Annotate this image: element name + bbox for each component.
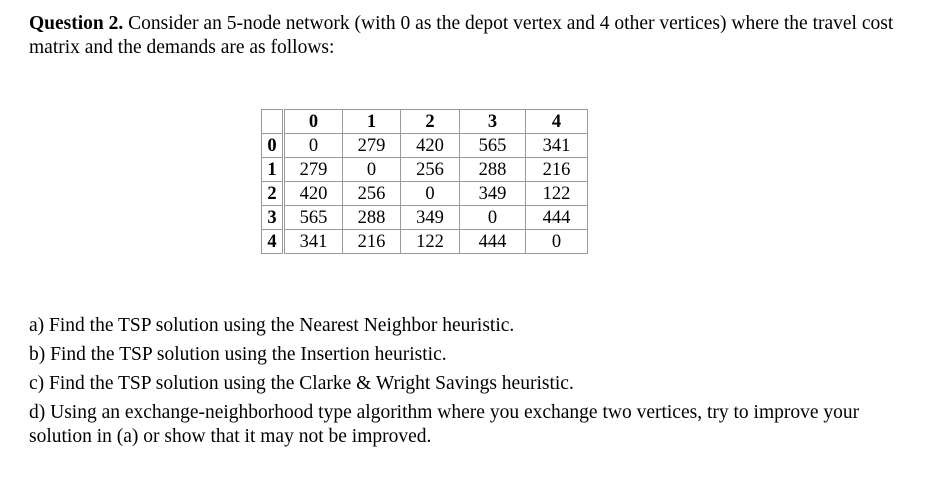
matrix-row — [262, 134, 588, 158]
matrix-cell: 216 — [526, 158, 588, 182]
matrix-row-label: 4 — [262, 230, 284, 254]
matrix-cell: 565 — [460, 134, 526, 158]
matrix-row-label: 2 — [262, 182, 284, 206]
matrix-col-header: 2 — [401, 110, 460, 134]
matrix-col-header: 4 — [526, 110, 588, 134]
matrix-cell: 122 — [526, 182, 588, 206]
part-b: b) Find the TSP solution using the Insertion heuristic. — [29, 344, 447, 365]
question-label: Question 2. — [29, 13, 124, 34]
matrix-cell: 288 — [460, 158, 526, 182]
matrix-cell: 444 — [526, 206, 588, 230]
part-c: c) Find the TSP solution using the Clarke & Wright Savings heuristic. — [29, 373, 574, 394]
matrix-cell: 288 — [343, 206, 401, 230]
matrix-cell: 420 — [401, 134, 460, 158]
part-a: a) Find the TSP solution using the Nearest Neighbor heuristic. — [29, 315, 515, 336]
question-text — [29, 12, 909, 60]
matrix-cell: 349 — [401, 206, 460, 230]
question-parts — [29, 314, 909, 454]
matrix-cell: 565 — [284, 206, 343, 230]
matrix-cell: 0 — [460, 206, 526, 230]
matrix-row — [262, 206, 588, 230]
matrix-cell: 0 — [526, 230, 588, 254]
matrix-col-header: 3 — [460, 110, 526, 134]
matrix-cell: 0 — [401, 182, 460, 206]
matrix-row — [262, 158, 588, 182]
matrix-cell: 349 — [460, 182, 526, 206]
matrix-row-label: 1 — [262, 158, 284, 182]
matrix-cell: 279 — [343, 134, 401, 158]
matrix-cell: 122 — [401, 230, 460, 254]
matrix-cell: 0 — [343, 158, 401, 182]
matrix-row — [262, 230, 588, 254]
matrix-col-header: 0 — [284, 110, 343, 134]
cost-matrix-container — [261, 109, 588, 254]
question-body: Consider an 5-node network (with 0 as the depot vertex and 4 other vertices) where the travel cost matrix and the demands are as follows: — [29, 13, 894, 58]
matrix-row-label: 3 — [262, 206, 284, 230]
matrix-cell: 256 — [401, 158, 460, 182]
cost-matrix-table — [261, 109, 588, 254]
matrix-cell: 216 — [343, 230, 401, 254]
matrix-cell: 256 — [343, 182, 401, 206]
matrix-cell: 420 — [284, 182, 343, 206]
matrix-cell: 444 — [460, 230, 526, 254]
matrix-cell: 341 — [284, 230, 343, 254]
matrix-row-label: 0 — [262, 134, 284, 158]
matrix-col-header: 1 — [343, 110, 401, 134]
matrix-cell: 341 — [526, 134, 588, 158]
matrix-corner-cell — [262, 110, 284, 134]
part-d: d) Using an exchange-neighborhood type algorithm where you exchange two vertices, try to improve your solution in (a) or show that it may not be improved. — [29, 402, 860, 447]
matrix-cell: 279 — [284, 158, 343, 182]
matrix-header-row — [262, 110, 588, 134]
matrix-cell: 0 — [284, 134, 343, 158]
matrix-row — [262, 182, 588, 206]
